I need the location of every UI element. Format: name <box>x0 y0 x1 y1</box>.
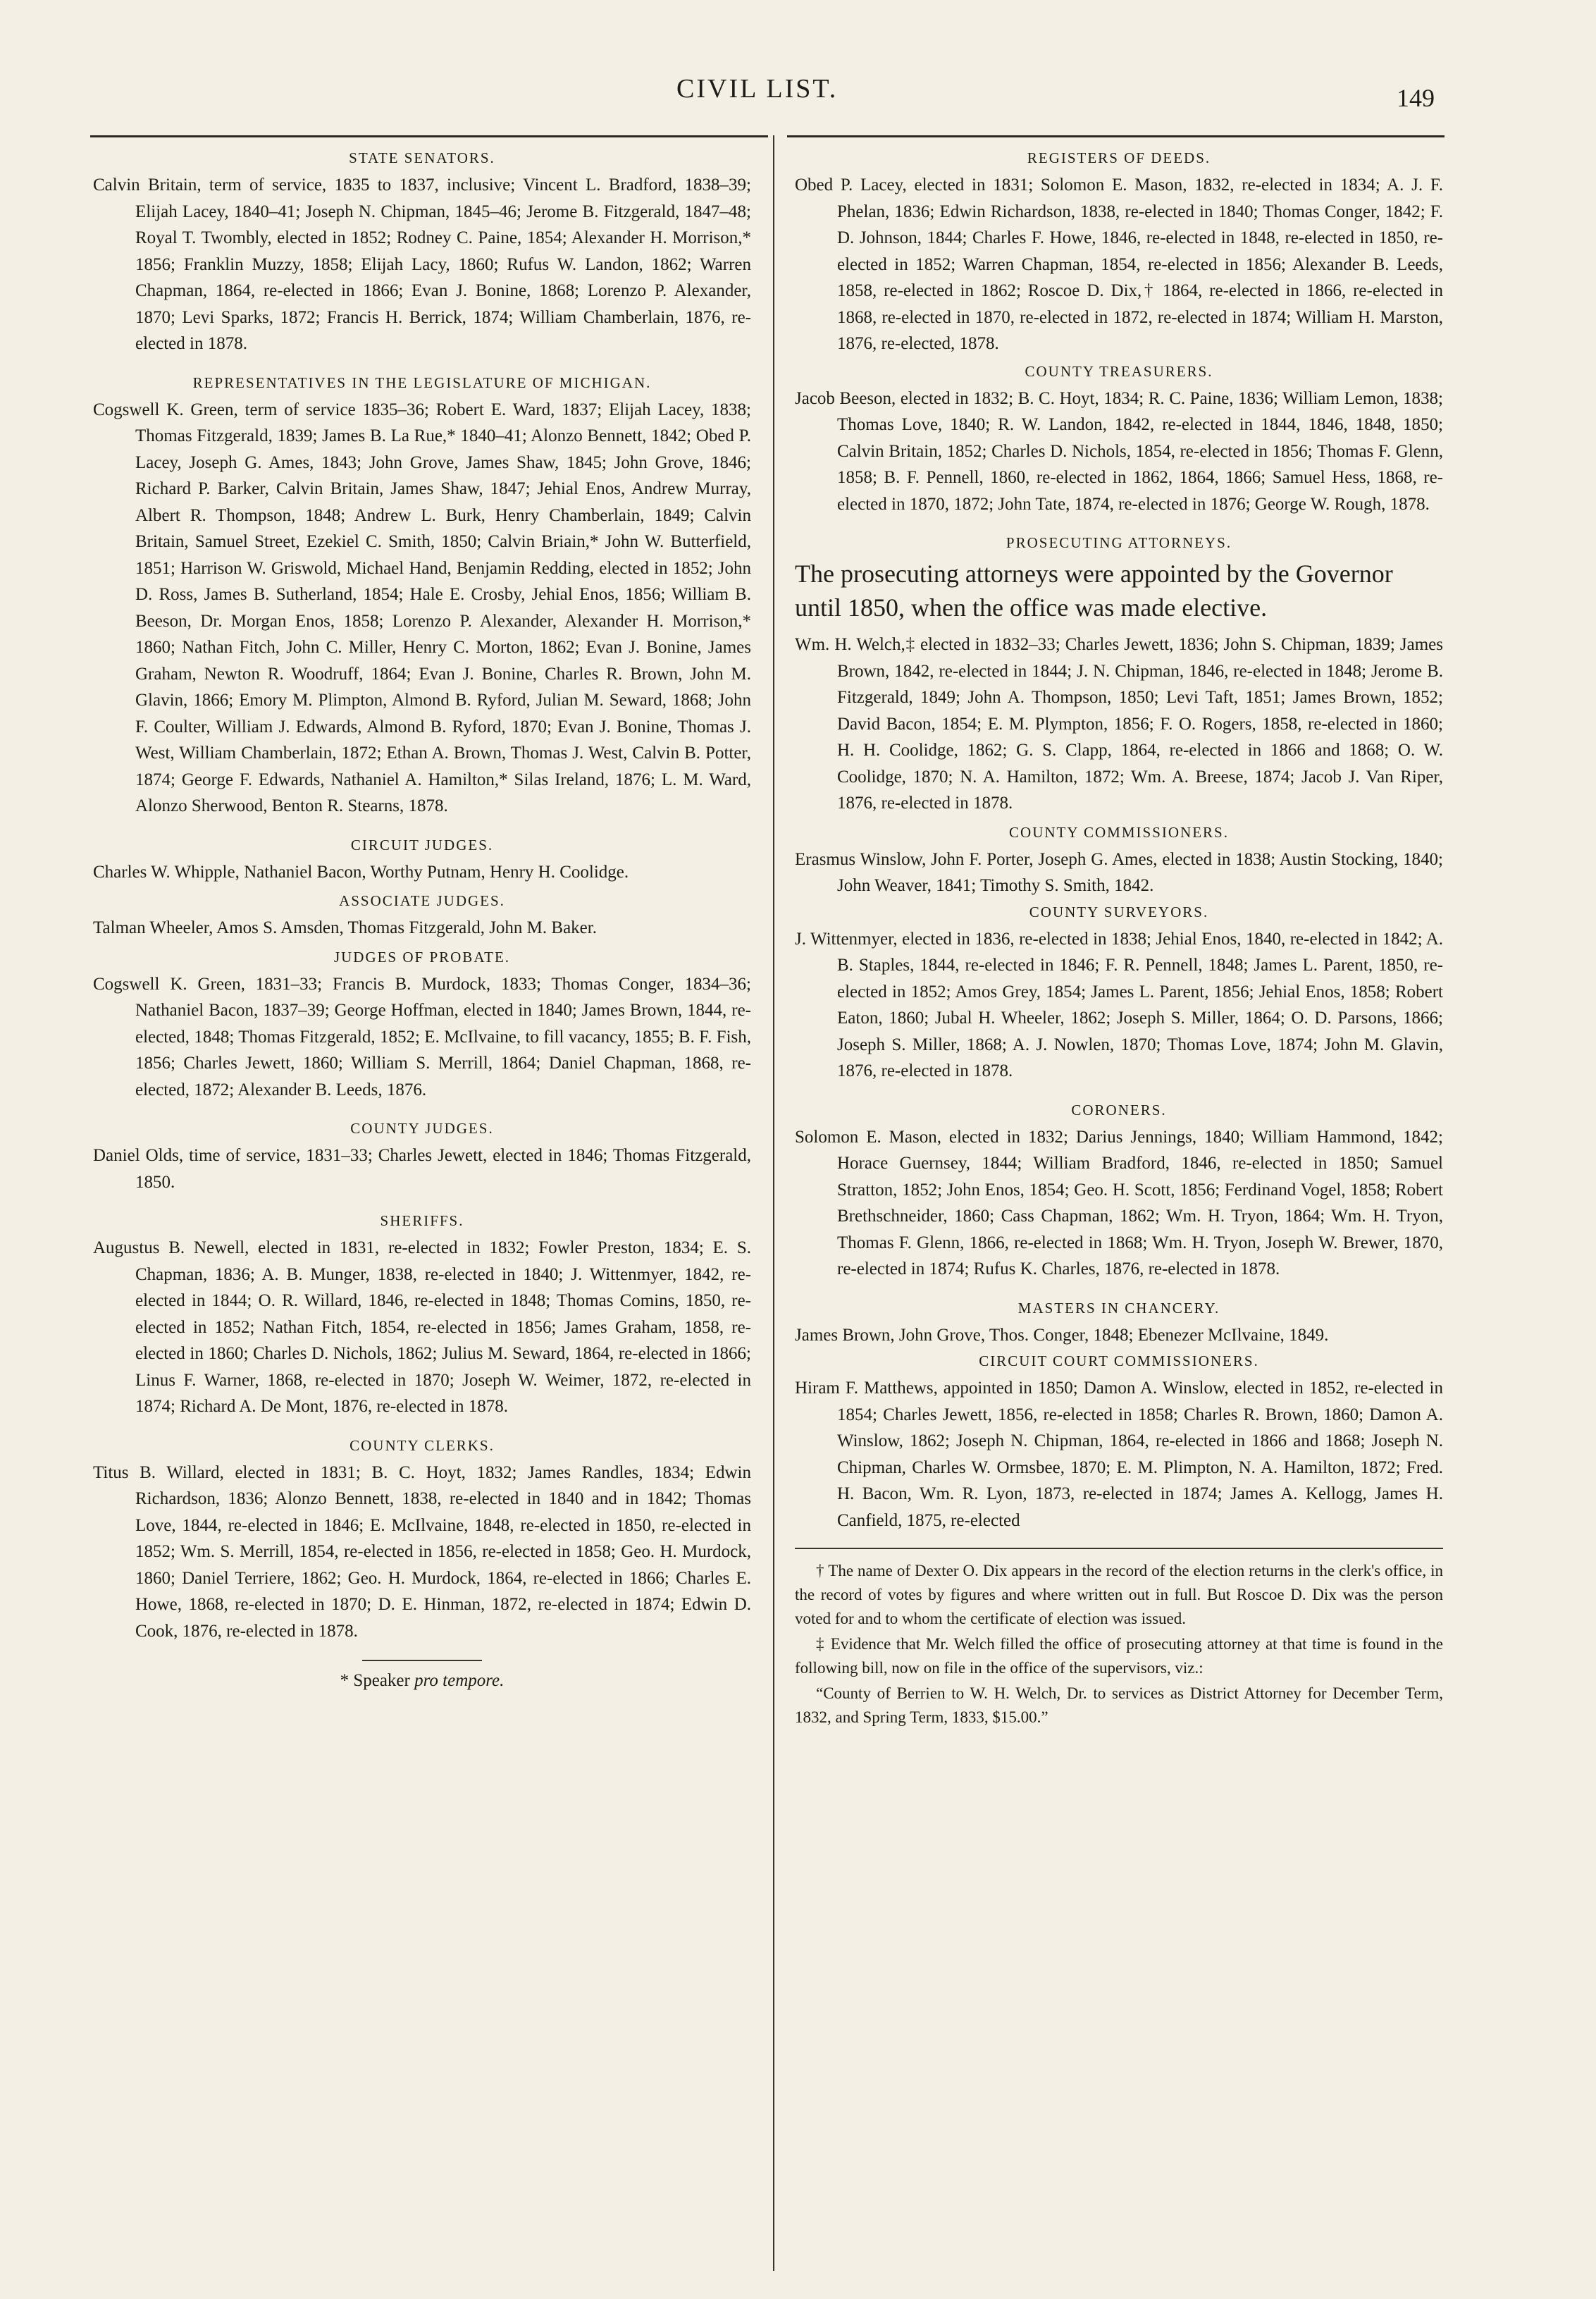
section-entry: Augustus B. Newell, elected in 1831, re-elected in 1832; Fowler Preston, 1834; E. S. Chapman, 1836; A. B. Munger, 1838, re-elected in 1840; J. Wittenmyer, 1842, re-elected in 1844; O. R. Willard, 1846, re-elected in 1848; Thomas Comins, 1850, re-elected in 1852; Nathan Fitch, 1854, re-elected in 1856; James Graham, 1858, re-elected in 1860; Charles D. Nichols, 1862; Julius M. Seward, 1864, re-elected in 1866; Linus F. Warner, 1868, re-elected in 1870; Joseph W. Weimer, 1872, re-elected in 1874; Richard A. De Mont, 1876, re-elected in 1878. <box>93 1238 751 1416</box>
section-entry: Cogswell K. Green, 1831–33; Francis B. Murdock, 1833; Thomas Conger, 1834–36; Nathaniel Bacon, 1837–39; George Hoffman, elected in 1840; James Brown, 1844, re-elected, 1848; Thomas Fitzgerald, 1852; E. McIlvaine, to fill vacancy, 1855; B. F. Fish, 1856; Charles Jewett, 1860; William S. Merrill, 1864; Daniel Chapman, 1868, re-elected, 1872; Alexander B. Leeds, 1876. <box>93 974 751 1099</box>
column-divider <box>773 135 774 2271</box>
section-entry: Charles W. Whipple, Nathaniel Bacon, Worthy Putnam, Henry H. Coolidge. <box>93 862 629 882</box>
footnote-bill-quote: “County of Berrien to W. H. Welch, Dr. to services as District Attorney for December Term, 1832, and Spring Term, 1833, $15.00.” <box>795 1684 1443 1726</box>
speaker-footnote <box>93 1671 751 1691</box>
section-heading: PROSECUTING ATTORNEYS. <box>1006 534 1232 551</box>
section-heading: MASTERS IN CHANCERY. <box>1017 1299 1220 1317</box>
section-heading: REGISTERS OF DEEDS. <box>1027 149 1211 166</box>
section-registers-of-deeds <box>795 148 1443 357</box>
section-county-treasurers <box>795 362 1443 518</box>
section-heading: ASSOCIATE JUDGES. <box>339 892 505 909</box>
section-entry: Wm. H. Welch,‡ elected in 1832–33; Charles Jewett, 1836; John S. Chipman, 1839; James Brown, 1842, re-elected in 1844; J. N. Chipman, 1846, re-elected in 1848; Jerome B. Fitzgerald, 1849; John A. Thompson, 1850; Levi Taft, 1851; James Brown, 1852; David Bacon, 1854; E. M. Plympton, 1856; F. O. Rogers, 1858, re-elected in 1860; H. H. Coolidge, 1862; G. S. Clapp, 1864, re-elected in 1866 and 1868; O. W. Coolidge, 1870; N. A. Hamilton, 1872; Wm. A. Breese, 1874; Jacob J. Van Riper, 1876, re-elected in 1878. <box>795 635 1443 813</box>
page-header <box>0 73 1596 123</box>
section-heading: COUNTY SURVEYORS. <box>1029 903 1209 920</box>
section-heading: COUNTY JUDGES. <box>350 1120 494 1137</box>
speaker-footnote-italic: pro tempore. <box>414 1671 505 1690</box>
section-heading: CIRCUIT JUDGES. <box>350 836 494 853</box>
section-heading: REPRESENTATIVES IN THE LEGISLATURE OF MICHIGAN. <box>192 374 652 391</box>
left-footnote-rule <box>362 1660 482 1661</box>
section-heading: CORONERS. <box>1071 1101 1167 1118</box>
running-title: CIVIL LIST. <box>676 74 839 104</box>
page-number: 149 <box>1397 84 1435 112</box>
header-rule-right <box>787 135 1445 137</box>
section-associate-judges <box>93 891 751 942</box>
section-county-commissioners <box>795 822 1443 899</box>
section-representatives <box>93 373 751 820</box>
section-entry: J. Wittenmyer, elected in 1836, re-elected in 1838; Jehial Enos, 1840, re-elected in 1842; A. B. Staples, 1844, re-elected in 1846; F. R. Pennell, 1848; James L. Parent, 1850, re-elected in 1852; Amos Grey, 1854; James L. Parent, 1856; Jehial Enos, 1858; Robert Eaton, 1860; Jubal H. Wheeler, 1862; Joseph S. Miller, 1864; O. D. Parsons, 1866; Joseph S. Miller, 1868; A. J. Nowlen, 1870; Thomas Love, 1874; John M. Glavin, 1876, re-elected in 1878. <box>795 929 1443 1080</box>
section-prosecuting-attorneys <box>795 533 1443 817</box>
section-county-judges <box>93 1118 751 1195</box>
section-county-surveyors <box>795 902 1443 1085</box>
section-heading: STATE SENATORS. <box>349 149 495 166</box>
footnotes <box>795 1559 1443 1730</box>
section-entry: Daniel Olds, time of service, 1831–33; Charles Jewett, elected in 1846; Thomas Fitzgerald, 1850. <box>93 1146 751 1192</box>
section-county-clerks <box>93 1436 751 1645</box>
section-entry: Calvin Britain, term of service, 1835 to 1837, inclusive; Vincent L. Bradford, 1838–39; Elijah Lacey, 1840–41; Joseph N. Chipman, 1845–46; Jerome B. Fitzgerald, 1847–48; Royal T. Twombly, elected in 1852; Rodney C. Paine, 1854; Alexander H. Morrison,* 1856; Franklin Muzzy, 1858; Elijah Lacy, 1860; Rufus W. Landon, 1862; Warren Chapman, 1864, re-elected in 1866; Evan J. Bonine, 1868; Lorenzo P. Alexander, 1870; Levi Sparks, 1872; Francis H. Berrick, 1874; William Chamberlain, 1876, re-elected in 1878. <box>93 175 751 353</box>
section-entry: James Brown, John Grove, Thos. Conger, 1848; Ebenezer McIlvaine, 1849. <box>795 1325 1329 1345</box>
section-entry: Titus B. Willard, elected in 1831; B. C. Hoyt, 1832; James Randles, 1834; Edwin Richardson, 1836; Alonzo Bennett, 1838, re-elected in 1840 and in 1842; Thomas Love, 1844, re-elected in 1846; E. McIlvaine, 1848, re-elected in 1850, re-elected in 1852; Wm. S. Merrill, 1854, re-elected in 1856, re-elected in 1858; Geo. H. Murdock, 1860; Daniel Terriere, 1862; Geo. H. Murdock, 1864, re-elected in 1866; Charles E. Howe, 1868, re-elected in 1870; D. E. Hinman, 1872, re-elected in 1874; Edwin D. Cook, 1876, re-elected in 1878. <box>93 1462 751 1641</box>
header-rule-left <box>90 135 768 137</box>
section-heading: COUNTY COMMISSIONERS. <box>1009 823 1229 841</box>
section-intro: The prosecuting attorneys were appointed by the Governor until 1850, when the office was made elective. <box>795 560 1393 622</box>
speaker-footnote-text: * Speaker <box>340 1671 410 1690</box>
section-entry: Obed P. Lacey, elected in 1831; Solomon E. Mason, 1832, re-elected in 1834; A. J. F. Phelan, 1836; Edwin Richardson, 1838, re-elected in 1840; Thomas Conger, 1842; F. D. Johnson, 1844; Charles F. Howe, 1846, re-elected in 1848, re-elected in 1850, re-elected in 1852; Warren Chapman, 1854, re-elected in 1856; Alexander B. Leeds, 1858, re-elected in 1862; Roscoe D. Dix,† 1864, re-elected in 1866, re-elected in 1868, re-elected in 1870, re-elected in 1872, re-elected in 1874; William H. Marston, 1876, re-elected, 1878. <box>795 175 1443 353</box>
section-heading: JUDGES OF PROBATE. <box>333 948 511 966</box>
section-state-senators <box>93 148 751 357</box>
section-heading: SHERIFFS. <box>380 1212 464 1229</box>
section-entry: Hiram F. Matthews, appointed in 1850; Damon A. Winslow, elected in 1852, re-elected in 1854; Charles Jewett, 1856, re-elected in 1858; Charles R. Brown, 1860; Damon A. Winslow, 1862; Joseph N. Chipman, 1864, re-elected in 1866 and 1868; Joseph N. Chipman, Charles W. Ormsbee, 1870; E. M. Plimpton, N. A. Hamilton, 1872; Fred. H. Bacon, Wm. R. Lyon, 1873, re-elected in 1874; James A. Kellogg, James H. Canfield, 1875, re-elected <box>795 1379 1443 1530</box>
section-circuit-judges <box>93 835 751 886</box>
section-judges-of-probate <box>93 947 751 1104</box>
section-entry: Solomon E. Mason, elected in 1832; Darius Jennings, 1840; William Hammond, 1842; Horace Guernsey, 1844; William Bradford, 1846, re-elected in 1850; Samuel Stratton, 1852; John Enos, 1854; Geo. H. Scott, 1856; Ferdinand Vogel, 1858; Robert Brethschneider, 1860; Cass Chapman, 1862; Wm. H. Tryon, 1864; Wm. H. Tryon, Thomas F. Glenn, 1866, re-elected in 1868; Wm. H. Tryon, Joseph W. Brewer, 1870, re-elected in 1874; Rufus K. Charles, 1876, re-elected in 1878. <box>795 1127 1443 1278</box>
section-entry: Erasmus Winslow, John F. Porter, Joseph G. Ames, elected in 1838; Austin Stocking, 1840; John Weaver, 1841; Timothy S. Smith, 1842. <box>795 849 1443 895</box>
section-entry: Talman Wheeler, Amos S. Amsden, Thomas Fitzgerald, John M. Baker. <box>93 918 597 937</box>
section-coroners <box>795 1100 1443 1283</box>
section-entry: Cogswell K. Green, term of service 1835–36; Robert E. Ward, 1837; Elijah Lacey, 1838; Thomas Fitzgerald, 1839; James B. La Rue,* 1840–41; Alonzo Bennett, 1842; Obed P. Lacey, Joseph G. Ames, 1843; John Grove, James Shaw, 1845; John Grove, 1846; Richard P. Barker, Calvin Britain, James Shaw, 1847; Jehial Enos, Andrew Murray, Albert R. Thompson, 1848; Andrew L. Burk, Henry Chamberlain, 1849; Calvin Britain, Samuel Street, Ezekiel C. Smith, 1850; Calvin Briain,* John W. Butterfield, 1851; Harrison W. Griswold, Michael Hand, Benjamin Redding, elected in 1852; John D. Ross, James B. Sutherland, 1854; Hale E. Crosby, Jehial Enos, 1856; William B. Beeson, Dr. Morgan Enos, 1858; Lorenzo P. Alexander, Alexander H. Morrison,* 1860; Nathan Fitch, John C. Miller, Henry C. Morton, 1862; Evan J. Bonine, James Graham, Newton R. Woodruff, 1864; Evan J. Bonine, Charles R. Brown, John M. Glavin, 1866; Emory M. Plimpton, Almond B. Ryford, Julian M. Seward, 1868; John F. Coulter, William J. Edwards, Almond B. Ryford, 1870; Evan J. Bonine, Thomas J. West, William Chamberlain, 1872; Ethan A. Brown, Thomas J. West, Calvin B. Potter, 1874; George F. Edwards, Nathaniel A. Hamilton,* Silas Ireland, 1876; L. M. Ward, Alonzo Sherwood, Benton R. Stearns, 1878. <box>93 400 751 815</box>
footnote-double-dagger: ‡ Evidence that Mr. Welch filled the office of prosecuting attorney at that time is found in the following bill, now on file in the office of the supervisors, viz.: <box>795 1635 1443 1677</box>
section-entry: Jacob Beeson, elected in 1832; B. C. Hoyt, 1834; R. C. Paine, 1836; William Lemon, 1838; Thomas Love, 1840; R. W. Landon, 1842, re-elected in 1844, 1846, 1848, 1850; Calvin Britain, 1852; Charles D. Nichols, 1854, re-elected in 1856; Thomas F. Glenn, 1858; B. F. Pennell, 1860, re-elected in 1862, 1864, 1866; Samuel Hess, 1868, re-elected in 1870, 1872; John Tate, 1874, re-elected in 1876; George W. Rough, 1878. <box>795 388 1443 514</box>
right-column <box>795 148 1443 1731</box>
section-heading: CIRCUIT COURT COMMISSIONERS. <box>979 1352 1259 1369</box>
footnotes-rule <box>795 1548 1443 1549</box>
left-column <box>93 148 751 1691</box>
footnote-dagger: † The name of Dexter O. Dix appears in the record of the election returns in the clerk's office, in the record of votes by figures and where written out in full. But Roscoe D. Dix was the person voted for and to whom the certificate of election was issued. <box>795 1562 1443 1627</box>
section-sheriffs <box>93 1211 751 1420</box>
section-heading: COUNTY TREASURERS. <box>1025 362 1213 380</box>
section-heading: COUNTY CLERKS. <box>349 1436 495 1454</box>
section-masters-in-chancery <box>795 1298 1443 1349</box>
section-circuit-court-commissioners <box>795 1351 1443 1534</box>
